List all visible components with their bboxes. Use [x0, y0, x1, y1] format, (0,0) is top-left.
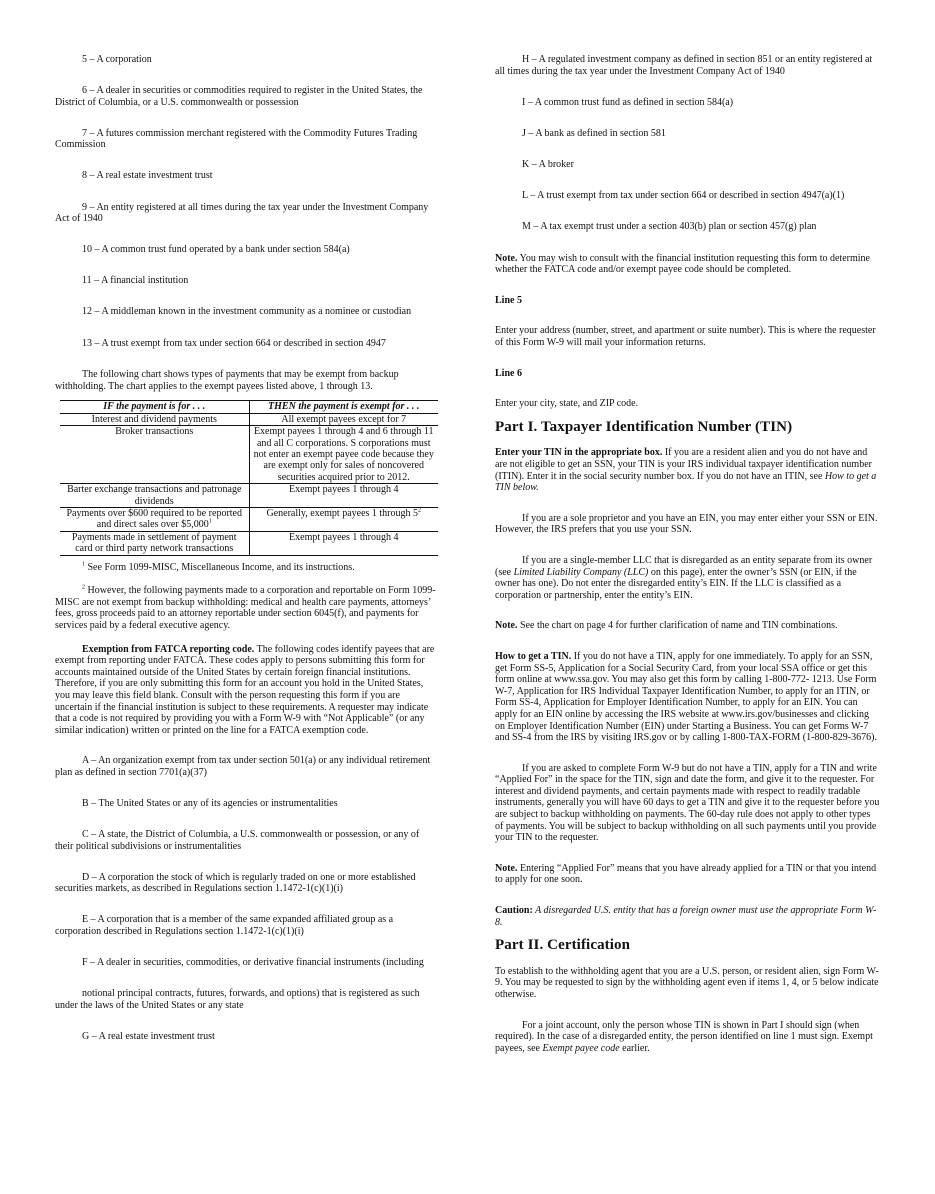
llc-ref: Limited Liability Company (LLC)	[513, 566, 649, 578]
list-item: E – A corporation that is a member of the same expanded affiliated group as a corporation described in Regulations section 1.1472-1(c)(1)(i)	[55, 914, 394, 938]
table-cell: All exempt payees except for 7	[249, 413, 438, 425]
fatca-heading: Exemption from FATCA reporting code.	[82, 643, 255, 655]
line5-heading: Line 5	[495, 294, 522, 306]
list-item: L – A trust exempt from tax under section 664 or described in section 4947(a)(1)	[522, 189, 845, 201]
list-item: 11 – A financial institution	[82, 275, 189, 287]
exempt-payee-ref: Exempt payee code	[542, 1042, 620, 1054]
table-cell: Interest and dividend payments	[60, 413, 249, 425]
table-cell: Barter exchange transactions and patronage dividends	[60, 484, 249, 508]
table-row	[60, 531, 438, 555]
part1-title: Part I. Taxpayer Identification Number (TIN)	[495, 418, 793, 435]
list-item: 6 – A dealer in securities or commodities required to register in the United States, the District of Columbia, or a U.S. commonwealth or possession	[55, 85, 423, 108]
how-to-text: If you do not have a TIN, apply for one immediately. To apply for an SSN, get Form SS-5, Application for a Social Security Card, from your local SSA office or get this form online at www.ssa.gov. You may also get this form by calling 1-800-772- 1213. Use Form W-7, Application for IRS Individual Taxpayer Identification Number, to apply for an ITIN, or Form SS-4, Application for Employer Identification Number, to apply for an EIN. You can apply for an EIN online by accessing the IRS website at www.irs.gov/businesses and clicking on Employer Identification Number (EIN) under Starting a Business. You can get Forms W-7 and SS-4 from the IRS by visiting IRS.gov or by calling 1-800-TAX-FORM (1-800-829-3676).	[495, 650, 877, 744]
footnote-1	[55, 562, 437, 574]
table-header-cell: IF the payment is for . . .	[60, 401, 249, 413]
fatca-code-list-continued	[495, 54, 881, 233]
list-item: 9 – An entity registered at all times during the tax year under the Investment Company Act of 1940	[55, 201, 429, 225]
footnote-2	[55, 585, 437, 631]
note-chart	[495, 620, 881, 632]
list-item: notional principal contracts, futures, forwards, and options) that is registered as such under the laws of the United States or any state	[55, 988, 420, 1011]
list-item: 13 – A trust exempt from tax under section 664 or described in section 4947	[82, 337, 386, 349]
list-item: H – A regulated investment company as defined in section 851 or an entity registered at all times during the tax year under the Investment Company Act of 1940	[495, 54, 873, 77]
footnote-text: However, the following payments made to a corporation and reportable on Form 1099-MISC are not exempt from backup withholding: medical and health care payments, attorneys’ fees, gross proceeds paid to an attorney reportable under section 6045(f), and payments for services paid by a federal executive agency.	[55, 585, 436, 631]
joint-text-a: For a joint account, only the person whose TIN is shown in Part I should sign (when required). In the case of a disregarded entity, the person identified on line 1 must sign. Exempt payees, see	[495, 1019, 873, 1054]
note-label: Note.	[495, 620, 518, 632]
list-item: 7 – A futures commission merchant registered with the Commodity Futures Trading Commission	[55, 127, 418, 151]
llc-text-a: If you are a single-member LLC that is disregarded as an entity separate from its owner (see	[495, 554, 873, 578]
table-cell-text: Generally, exempt payees 1 through 5	[266, 507, 419, 519]
note-text: See the chart on page 4 for further clarification of name and TIN combinations.	[517, 620, 838, 632]
table-cell: Exempt payees 1 through 4 and 6 through 11 and all C corporations. S corporations must not enter an exempt payee code because they are exempt only for sales of noncovered securities acquired prior to 2012.	[249, 426, 438, 484]
table-cell-text: Payments over $600 required to be reported and direct sales over $5,000	[66, 507, 242, 531]
note-text: You may wish to consult with the financial institution requesting this form to determine whether the FATCA code and/or exempt payee code should be completed.	[495, 252, 870, 276]
list-item: J – A bank as defined in section 581	[522, 127, 666, 139]
list-item: F – A dealer in securities, commodities, or derivative financial instruments (including	[82, 957, 424, 969]
note-text: Entering “Applied For” means that you have already applied for a TIN or that you intend to apply for one soon.	[495, 862, 877, 886]
table-cell: Exempt payees 1 through 4	[249, 484, 438, 508]
table-header-cell: THEN the payment is exempt for . . .	[249, 401, 438, 413]
chart-intro: The following chart shows types of payments that may be exempt from backup withholding. The chart applies to the exempt payees listed above, 1 through 13.	[55, 369, 399, 392]
line6-text: Enter your city, state, and ZIP code.	[495, 398, 639, 410]
exempt-payments-table	[60, 400, 438, 555]
footnote-mark: 2	[82, 584, 85, 591]
fatca-body: The following codes identify payees that are exempt from reporting under FATCA. These codes apply to persons submitting this form for accounts maintained outside of the United States by certain foreign financial institutions. Therefore, if you are only submitting this form for an account you hold in the United States, you may leave this field blank. Consult with the person requesting this form if you are uncertain if the financial institution is subject to these requirements. A requester may indicate that a code is not required by providing you with a Form W-9 with “Not Applicable” (or any similar indication) written or printed on the line for a FATCA exemption code.	[55, 643, 435, 736]
llc-paragraph	[495, 555, 881, 601]
footnote-ref: 1	[208, 519, 212, 526]
footnote-mark: 1	[82, 561, 85, 568]
list-item: M – A tax exempt trust under a section 403(b) plan or section 457(g) plan	[522, 221, 817, 233]
how-to-lead: How to get a TIN.	[495, 650, 572, 662]
tin-text: If you are a resident alien and you do not have and are not eligible to get an SSN, your TIN is your IRS individual taxpayer identification number (ITIN). Enter it in the social security number box. If you do not have an ITIN, see	[495, 447, 872, 482]
note-label: Note.	[495, 252, 518, 264]
table-cell	[60, 507, 249, 531]
caution-text: A disregarded U.S. entity that has a foreign owner must use the appropriate Form W-8.	[495, 905, 877, 928]
llc-text-b: on this page), enter the owner’s SSN (or EIN, if the owner has one). Do not enter the disregarded entity’s EIN. If the LLC is classified as a corporation or partnership, enter the entity’s EIN.	[495, 566, 857, 601]
list-item: A – An organization exempt from tax under section 501(a) or any individual retirement plan as defined in section 7701(a)(37)	[55, 755, 431, 778]
tin-lead: Enter your TIN in the appropriate box.	[495, 447, 663, 459]
list-item: 8 – A real estate investment trust	[82, 170, 213, 182]
list-item: 10 – A common trust fund operated by a bank under section 584(a)	[82, 244, 350, 256]
fatca-paragraph	[55, 644, 437, 737]
list-item: I – A common trust fund as defined in section 584(a)	[522, 96, 734, 108]
list-item: K – A broker	[522, 158, 574, 170]
list-item: 12 – A middleman known in the investment community as a nominee or custodian	[82, 306, 412, 318]
line5-text: Enter your address (number, street, and apartment or suite number). This is where the requester of this Form W-9 will mail your information returns.	[495, 325, 876, 349]
joint-account-paragraph	[495, 1020, 881, 1055]
table-header-row	[60, 401, 438, 413]
right-column	[495, 54, 881, 1054]
sole-proprietor-paragraph: If you are a sole proprietor and you have an EIN, you may enter either your SSN or EIN. However, the IRS prefers that you use your SSN.	[495, 512, 878, 536]
tin-paragraph	[495, 447, 881, 493]
table-row	[60, 484, 438, 508]
footnote-ref: 2	[418, 507, 422, 514]
table-cell: Broker transactions	[60, 426, 249, 484]
table-row	[60, 426, 438, 484]
list-item: D – A corporation the stock of which is regularly traded on one or more established securities markets, as described in Regulations section 1.1472-1(c)(1)(i)	[55, 871, 416, 895]
applied-for-paragraph: If you are asked to complete Form W-9 but do not have a TIN, apply for a TIN and write “Applied For” in the space for the TIN, sign and date the form, and give it to the requester. For interest and dividend payments, and certain payments made with respect to readily tradable instruments, generally you will have 60 days to get a TIN and give it to the requester before you are subject to backup withholding on payments. The 60-day rule does not apply to other types of payments. You will be subject to backup withholding on all such payments until you provide your TIN to the requester.	[495, 762, 880, 844]
caution	[495, 905, 881, 928]
list-item: B – The United States or any of its agencies or instrumentalities	[82, 798, 338, 809]
how-to-get-tin	[495, 651, 881, 744]
caution-label: Caution:	[495, 905, 533, 917]
list-item: 5 – A corporation	[82, 54, 152, 65]
table-cell	[249, 507, 438, 531]
fatca-code-list	[55, 755, 437, 1042]
list-item: G – A real estate investment trust	[82, 1030, 215, 1042]
line6-heading: Line 6	[495, 367, 522, 379]
table-cell: Exempt payees 1 through 4	[249, 531, 438, 555]
note-applied	[495, 863, 881, 886]
tin-link-text: How to get a TIN below.	[495, 470, 877, 494]
list-item: C – A state, the District of Columbia, a U.S. commonwealth or possession, or any of their political subdivisions or instrumentalities	[55, 829, 420, 852]
part2-title: Part II. Certification	[495, 937, 631, 954]
certification-paragraph: To establish to the withholding agent that you are a U.S. person, or resident alien, sign Form W-9. You may be requested to sign by the withholding agent even if items 1, 4, or 5 below indicate otherwise.	[495, 965, 879, 1000]
joint-text-b: earlier.	[619, 1042, 650, 1054]
left-column	[55, 54, 437, 1063]
note-fatca	[495, 253, 881, 276]
exempt-payee-list	[55, 54, 437, 349]
footnote-text: See Form 1099-MISC, Miscellaneous Income, and its instructions.	[85, 561, 355, 573]
note-label: Note.	[495, 862, 518, 874]
table-row	[60, 507, 438, 531]
table-row	[60, 413, 438, 425]
table-cell: Payments made in settlement of payment card or third party network transactions	[60, 531, 249, 555]
